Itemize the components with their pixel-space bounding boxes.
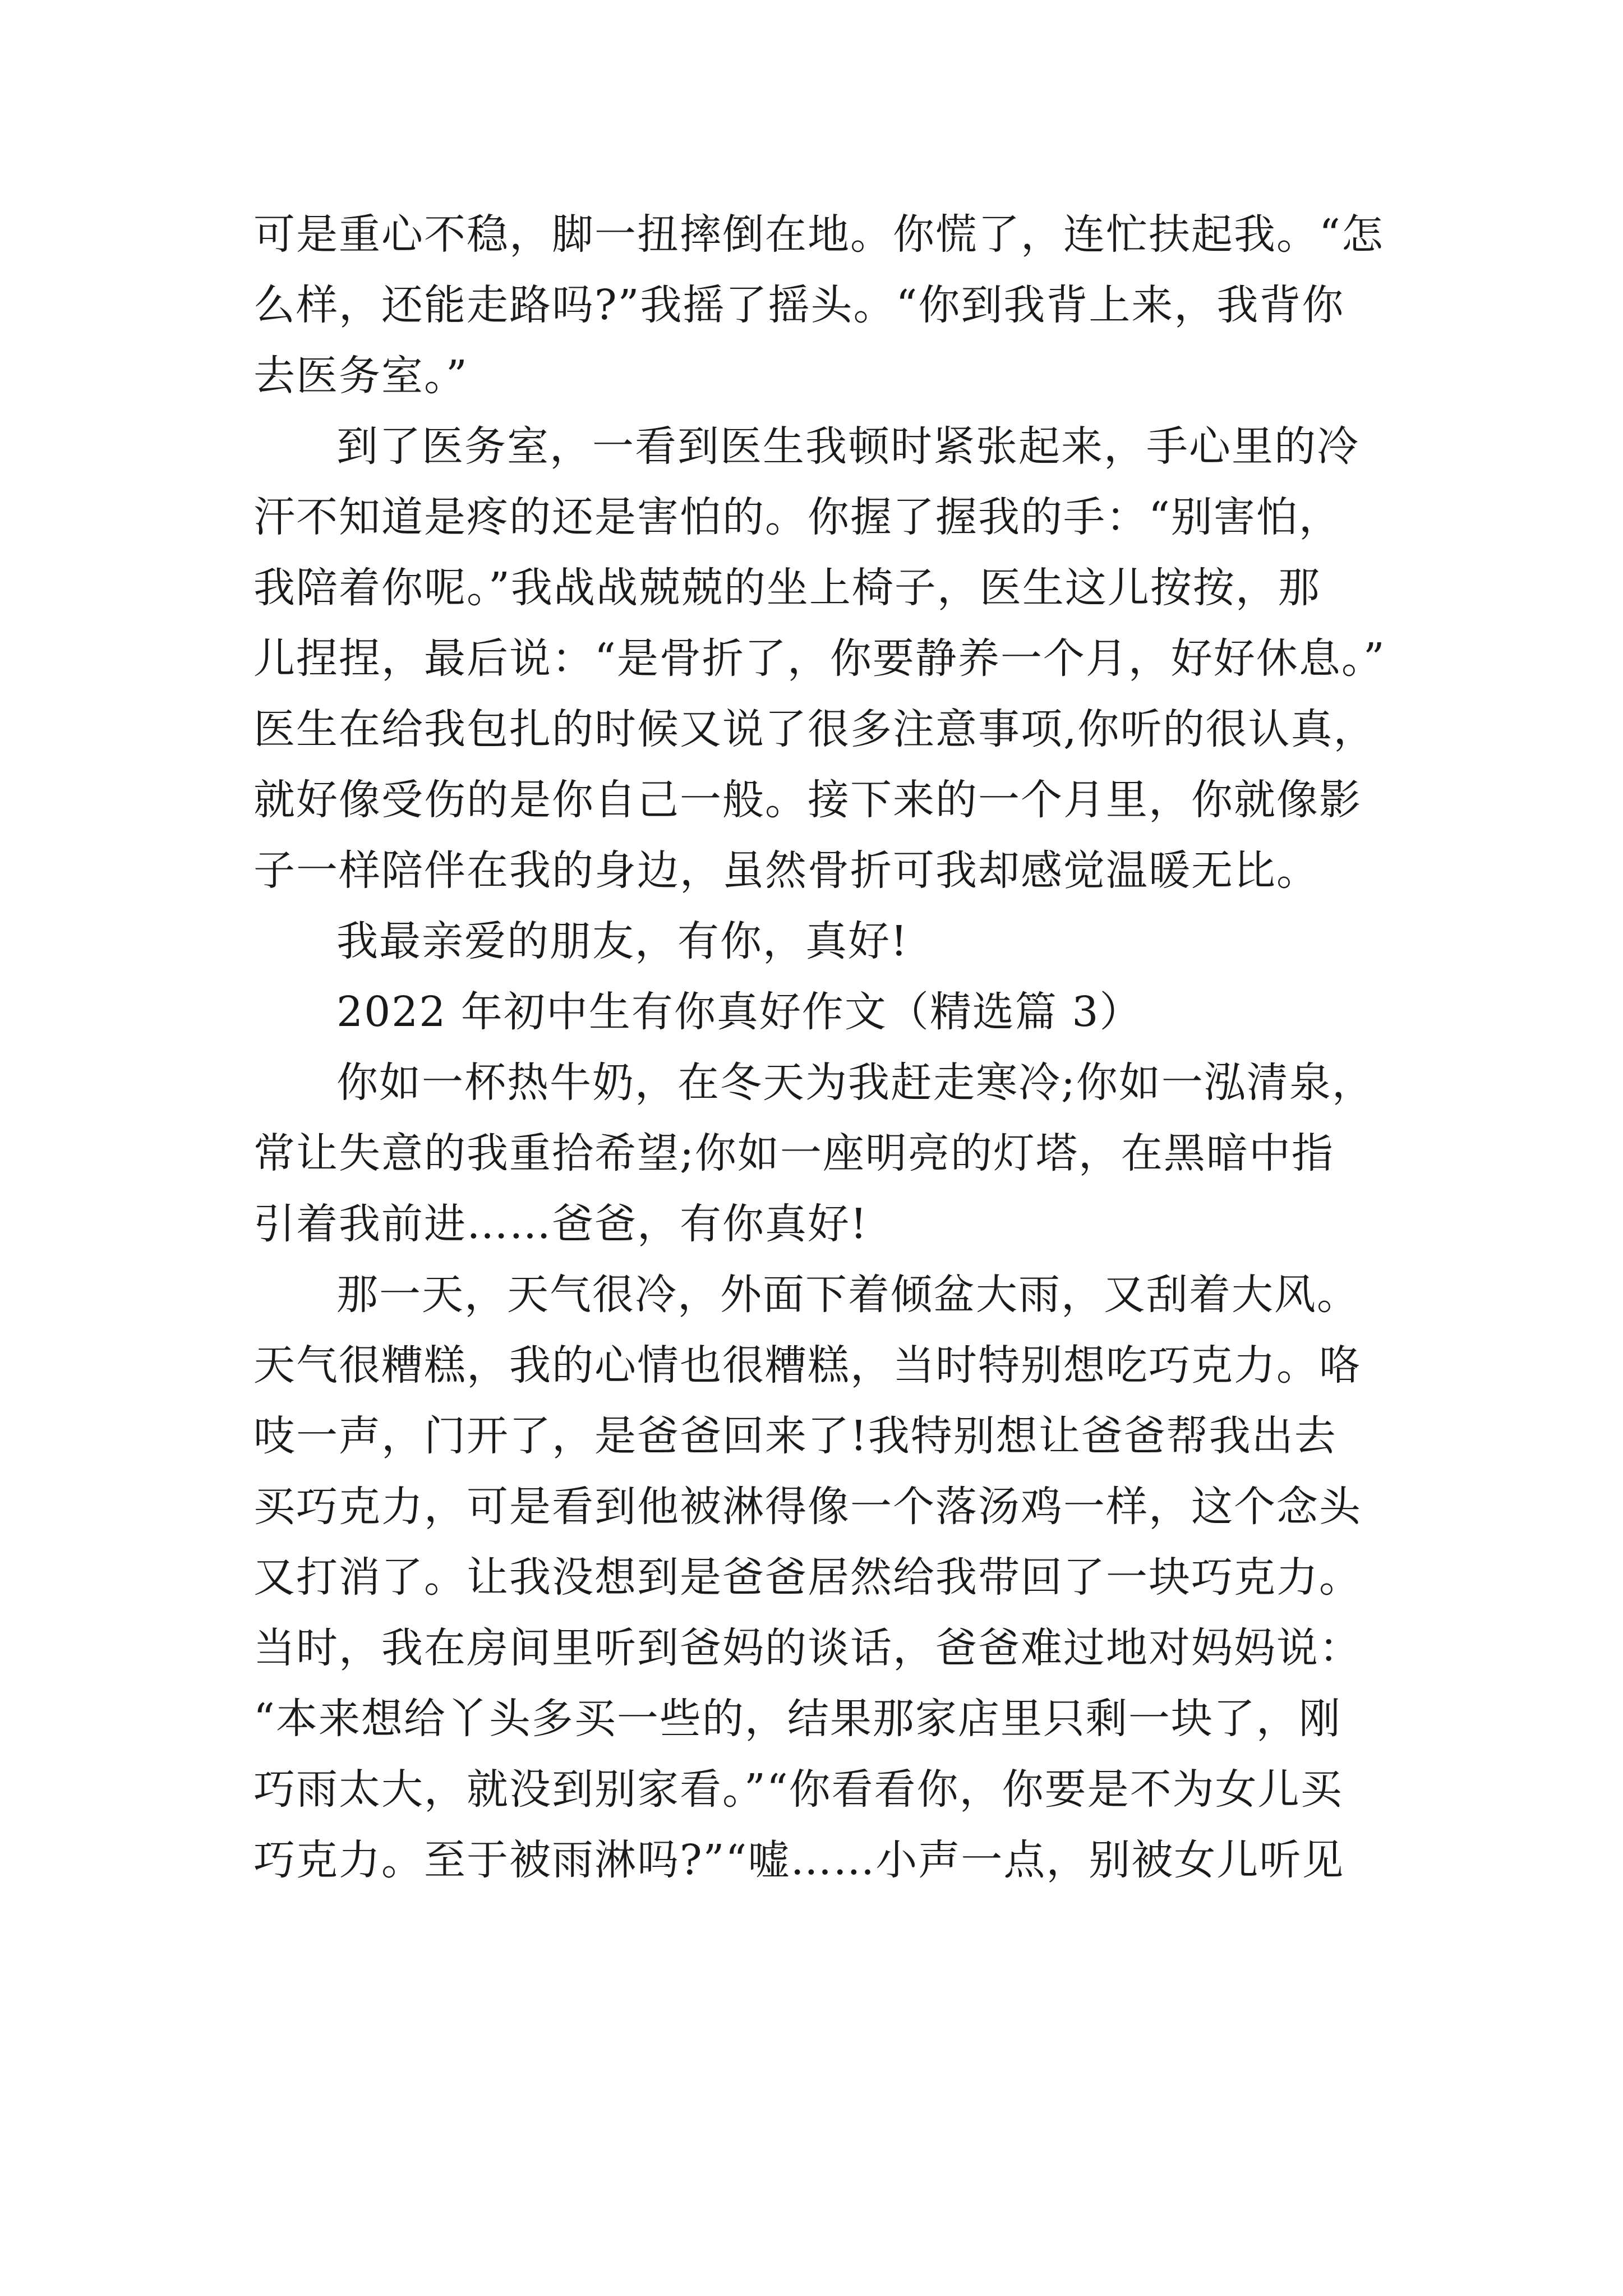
text-line: 巧雨太大，就没到别家看。”“你看看你，你要是不为女儿买 (253, 1765, 1343, 1814)
text-line: 吱一声，门开了，是爸爸回来了!我特别想让爸爸帮我出去 (253, 1412, 1337, 1460)
text-line: 天气很糟糕，我的心情也很糟糕，当时特别想吃巧克力。咯 (253, 1341, 1362, 1389)
text-line: 就好像受伤的是你自己一般。接下来的一个月里，你就像影 (253, 776, 1362, 824)
text-line: 你如一杯热牛奶，在冬天为我赶走寒冷;你如一泓清泉， (336, 1059, 1375, 1107)
text-line: 当时，我在房间里听到爸妈的谈话，爸爸难过地对妈妈说： (253, 1624, 1362, 1672)
text-line: 么样，还能走路吗?”我摇了摇头。“你到我背上来，我背你 (253, 281, 1345, 329)
text-line: 到了医务室，一看到医生我顿时紧张起来，手心里的冷 (336, 422, 1359, 471)
text-line: 买巧克力，可是看到他被淋得像一个落汤鸡一样，这个念头 (253, 1483, 1362, 1531)
text-line: 那一天，天气很冷，外面下着倾盆大雨，又刮着大风。 (336, 1271, 1359, 1319)
text-line: 我陪着你呢。”我战战兢兢的坐上椅子，医生这儿按按，那 (253, 564, 1321, 612)
text-line: 可是重心不稳，脚一扭摔倒在地。你慌了，连忙扶起我。“怎 (253, 210, 1384, 259)
text-line: “本来想给丫头多买一些的，结果那家店里只剩一块了，刚 (253, 1695, 1341, 1743)
text-line: 汗不知道是疼的还是害怕的。你握了握我的手：“别害怕， (253, 493, 1341, 541)
text-line: 子一样陪伴在我的身边，虽然骨折可我却感觉温暖无比。 (253, 846, 1319, 895)
text-line: 常让失意的我重拾希望;你如一座明亮的灯塔，在黑暗中指 (253, 1129, 1334, 1177)
text-line: 巧克力。至于被雨淋吗?”“嘘……小声一点，别被女儿听见 (253, 1836, 1345, 1884)
text-line: 儿捏捏，最后说：“是骨折了，你要静养一个月，好好休息。” (253, 634, 1386, 683)
text-line: 医生在给我包扎的时候又说了很多注意事项,你听的很认真， (253, 705, 1376, 753)
text-line: 我最亲爱的朋友，有你，真好! (336, 917, 909, 965)
section-heading: 2022 年初中生有你真好作文（精选篇 3） (336, 988, 1142, 1036)
text-line: 又打消了。让我没想到是爸爸居然给我带回了一块巧克力。 (253, 1553, 1362, 1602)
essay-body (253, 199, 1431, 1895)
text-line: 去医务室。” (253, 352, 468, 400)
text-line: 引着我前进……爸爸，有你真好! (253, 1200, 868, 1248)
